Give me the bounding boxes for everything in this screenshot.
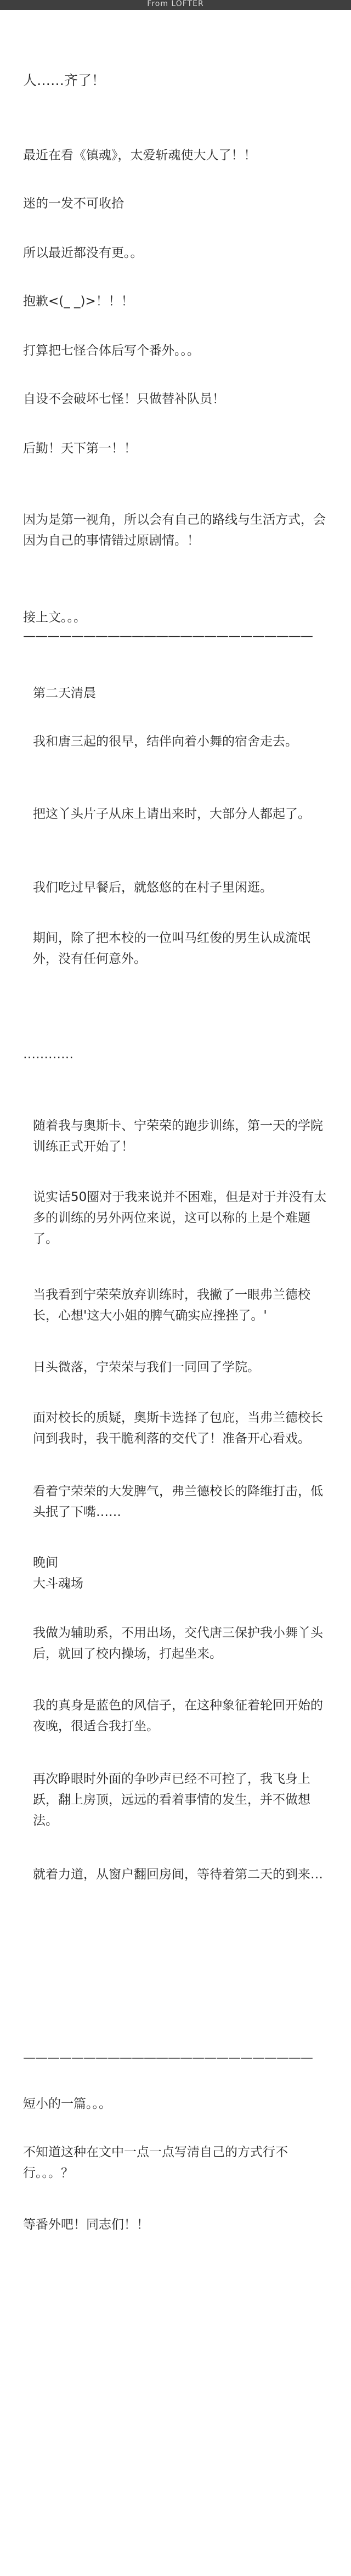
paragraph: 抱歉<(_ _)>！！！ bbox=[23, 294, 134, 308]
paragraph: 短小的一篇。。。 bbox=[23, 2097, 111, 2111]
paragraph: 后勤！天下第一！！ bbox=[23, 441, 137, 456]
paragraph: 再次睁眼时外面的争吵声已经不可控了，我飞身上跃，翻上房顶，远远的看着事情的发生，并不做想法。 bbox=[33, 1772, 310, 1828]
paragraph: 我们吃过早餐后，就悠悠的在村子里闲逛。 bbox=[33, 880, 273, 895]
paragraph: 说实话50圈对于我来说并不困难，但是对于并没有太多的训练的另外两位来说，这可以称的上是个难题了。 bbox=[33, 1190, 327, 1246]
section-divider: ———————————————————————— bbox=[23, 2051, 313, 2065]
paragraph: 日头微落，宁荣荣与我们一同回了学院。 bbox=[33, 1360, 260, 1374]
paragraph: 我做为辅助系，不用出场，交代唐三保护我小舞丫头后，就回了校内操场，打起坐来。 bbox=[33, 1626, 323, 1661]
paragraph: 期间，除了把本校的一位叫马红俊的男生认成流氓外，没有任何意外。 bbox=[33, 931, 310, 966]
paragraph: 接上文。。。 bbox=[23, 610, 86, 625]
paragraph: 迷的一发不可收拾 bbox=[23, 197, 124, 211]
paragraph: 等番外吧！同志们！！ bbox=[23, 2218, 149, 2232]
lofter-watermark: From LOFTER bbox=[147, 0, 204, 8]
scene-heading: 晚间 大斗魂场 bbox=[33, 1556, 83, 1591]
scene-heading: 第二天清晨 bbox=[33, 686, 96, 700]
paragraph: 最近在看《镇魂》，太爱斩魂使大人了！！ bbox=[23, 148, 257, 162]
paragraph: 我的真身是蓝色的风信子，在这种象征着轮回开始的夜晚，很适合我打坐。 bbox=[33, 1698, 323, 1733]
paragraph: 看着宁荣荣的大发脾气，弗兰德校长的降维打击，低头抿了下嘴…… bbox=[33, 1484, 323, 1519]
paragraph: 把这丫头片子从床上请出来时，大部分人都起了。 bbox=[33, 807, 310, 821]
paragraph: 不知道这种在文中一点一点写清自己的方式行不行。。。？ bbox=[23, 2145, 288, 2180]
paragraph: 随着我与奥斯卡、宁荣荣的跑步训练，第一天的学院训练正式开始了！ bbox=[33, 1119, 323, 1154]
opening-line: 人……齐了！ bbox=[23, 72, 106, 88]
paragraph: 所以最近都没有更。。 bbox=[23, 246, 143, 260]
paragraph: 当我看到宁荣荣放弃训练时，我撇了一眼弗兰德校长，心想'这大小姐的脾气确实应挫挫了。' bbox=[33, 1288, 310, 1323]
paragraph: 面对校长的质疑，奥斯卡选择了包庇，当弗兰德校长问到我时，我干脆利落的交代了！准备开心看戏。 bbox=[33, 1411, 323, 1446]
section-divider: ———————————————————————— bbox=[23, 629, 313, 643]
paragraph: 我和唐三起的很早，结伴向着小舞的宿舍走去。 bbox=[33, 734, 298, 749]
ellipsis-break: ………… bbox=[23, 1047, 73, 1062]
paragraph: 打算把七怪合体后写个番外。。。 bbox=[23, 344, 200, 358]
paragraph: 因为是第一视角，所以会有自己的路线与生活方式，会因为自己的事情错过原剧情。！ bbox=[23, 513, 326, 548]
paragraph: 就着力道，从窗户翻回房间，等待着第二天的到来… bbox=[33, 1867, 323, 1882]
paragraph: 自设不会破坏七怪！只做替补队员！ bbox=[23, 392, 225, 406]
